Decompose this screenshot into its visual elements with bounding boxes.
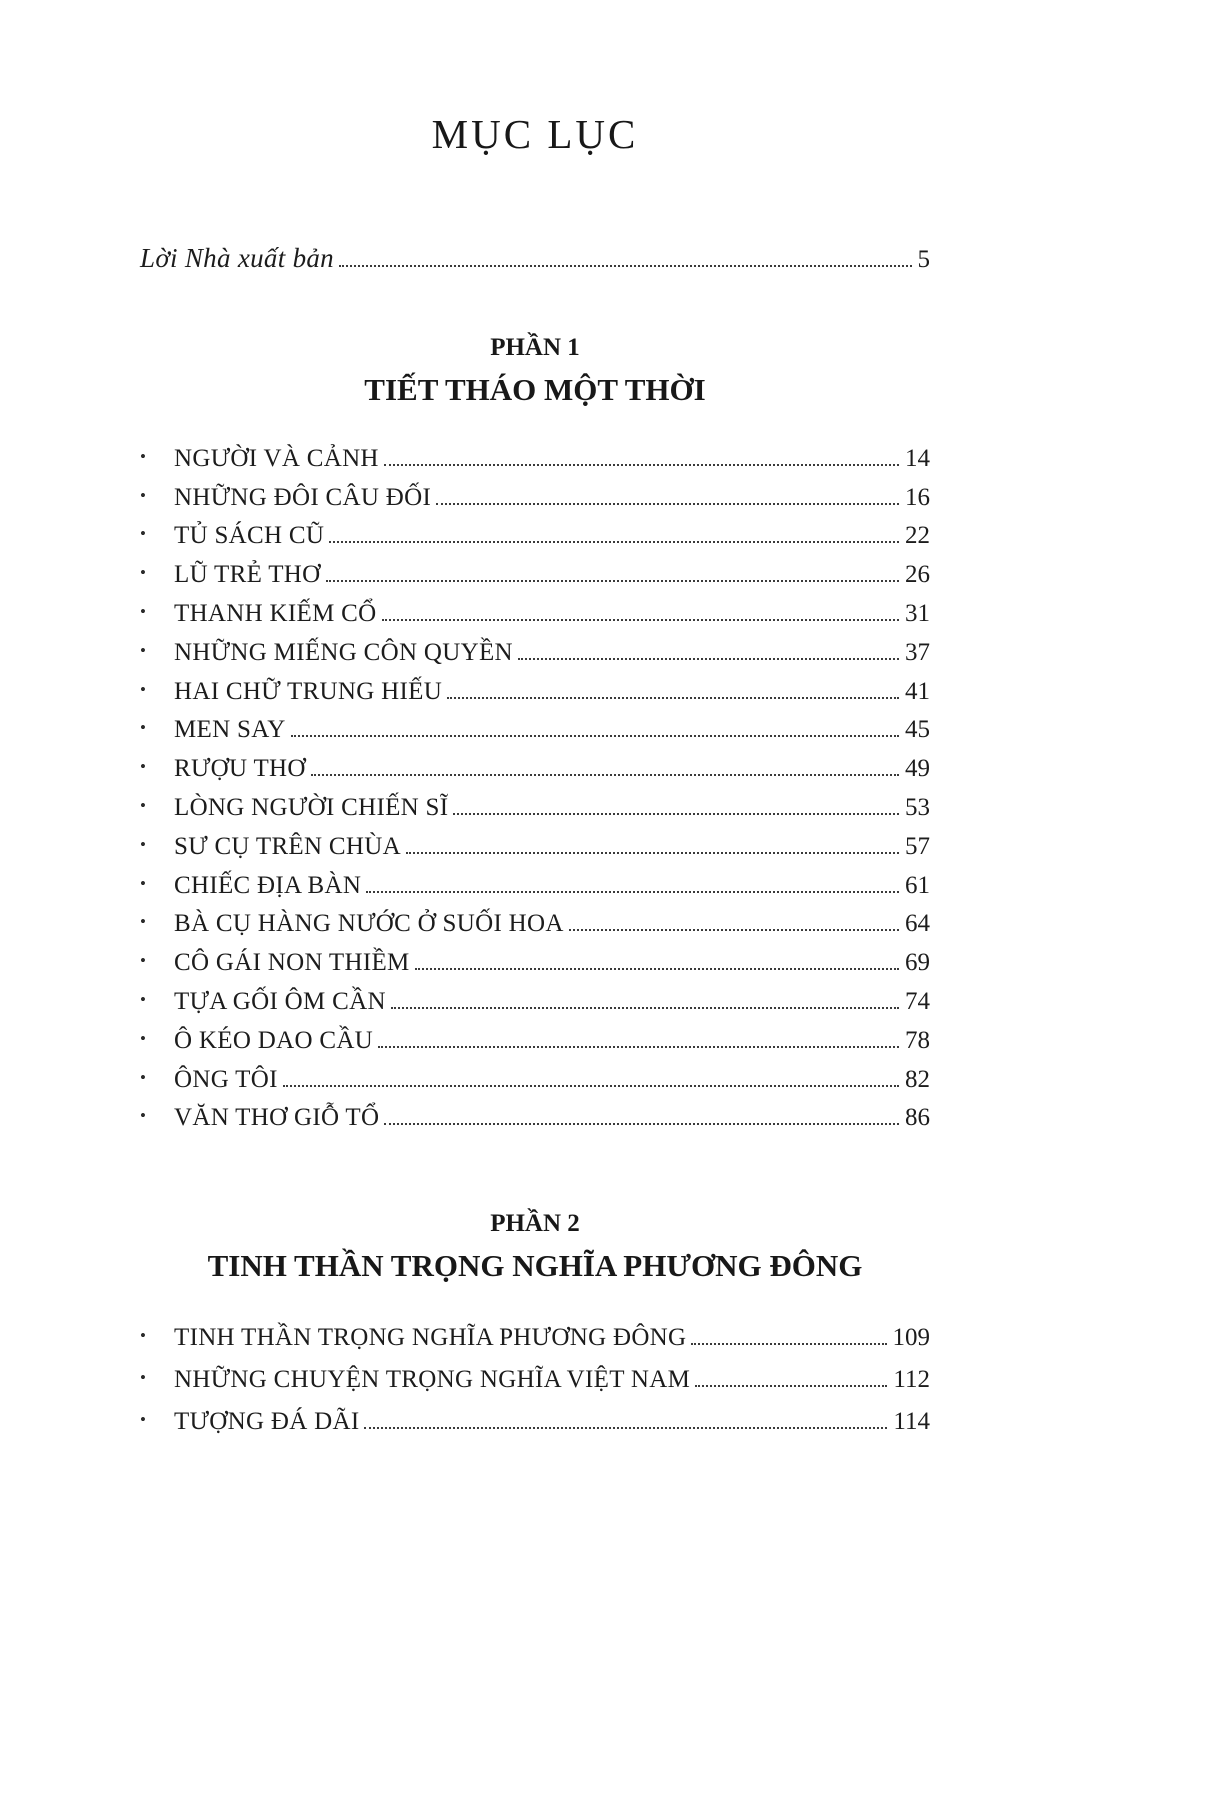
toc-entry-page: 53 — [905, 793, 930, 821]
entry-list — [140, 434, 930, 1132]
toc-entry-page: 31 — [905, 599, 930, 627]
dot-leader — [339, 265, 912, 267]
dot-leader — [311, 774, 899, 776]
toc-entry-label: LŨ TRẺ THƠ — [174, 561, 321, 589]
toc-entry-page: 69 — [905, 949, 930, 977]
toc-entry-row — [140, 822, 930, 861]
dot-leader — [329, 541, 899, 543]
toc-entry-label: NGƯỜI VÀ CẢNH — [174, 444, 379, 472]
toc-entry-row — [140, 900, 930, 939]
bullet-icon: • — [140, 679, 146, 699]
toc-entry-row — [140, 783, 930, 822]
toc-entry-row — [140, 1310, 930, 1352]
dot-leader — [291, 735, 899, 737]
dot-leader — [518, 658, 899, 660]
toc-entry-label: BÀ CỤ HÀNG NƯỚC Ở SUỐI HOA — [174, 910, 564, 938]
toc-entry-page: 16 — [905, 483, 930, 511]
toc-entry-row — [140, 628, 930, 667]
front-matter-row — [140, 232, 930, 274]
toc-entry-label: TINH THẦN TRỌNG NGHĨA PHƯƠNG ĐÔNG — [174, 1324, 687, 1352]
toc-entry-row — [140, 473, 930, 512]
bullet-icon: • — [140, 563, 146, 583]
toc-entry-row — [140, 706, 930, 745]
bullet-icon: • — [140, 912, 146, 932]
toc-entry-label: NHỮNG MIẾNG CÔN QUYỀN — [174, 638, 513, 666]
toc-entry-row — [140, 1016, 930, 1055]
bullet-icon: • — [140, 1067, 146, 1087]
toc-entry-label: CHIẾC ĐỊA BÀN — [174, 871, 362, 899]
toc-entry-label: VĂN THƠ GIỖ TỔ — [174, 1104, 380, 1132]
toc-entry-row — [140, 744, 930, 783]
toc-entry-label: LÒNG NGƯỜI CHIẾN SĨ — [174, 793, 449, 821]
bullet-icon: • — [140, 1368, 146, 1388]
toc-entry-page: 37 — [905, 638, 930, 666]
toc-entry-label: ÔNG TÔI — [174, 1065, 278, 1093]
toc-entry-page: 45 — [905, 716, 930, 744]
toc-entry-label: TƯỢNG ĐÁ DÃI — [174, 1408, 360, 1436]
dot-leader — [391, 1007, 899, 1009]
toc-entry-label: TỰA GỐI ÔM CẦN — [174, 987, 386, 1015]
toc-entry-row — [140, 550, 930, 589]
toc-entry-row — [140, 1055, 930, 1094]
page-title: MỤC LỤC — [431, 111, 639, 157]
toc-entry-row — [140, 1094, 930, 1133]
bullet-icon: • — [140, 485, 146, 505]
dot-leader — [364, 1427, 887, 1429]
dot-leader — [447, 697, 899, 699]
toc-entry-page: 22 — [905, 522, 930, 550]
dot-leader — [366, 891, 899, 893]
toc-entry-page: 64 — [905, 910, 930, 938]
bullet-icon: • — [140, 795, 146, 815]
toc-entry-page: 82 — [905, 1065, 930, 1093]
bullet-icon: • — [140, 951, 146, 971]
toc-entry-page: 112 — [893, 1366, 930, 1394]
toc-entry-label: CÔ GÁI NON THIỀM — [174, 949, 410, 977]
toc-entry-page: 61 — [905, 871, 930, 899]
toc-entry-page: 41 — [905, 677, 930, 705]
dot-leader — [384, 1123, 899, 1125]
bullet-icon: • — [140, 1028, 146, 1048]
toc-page — [140, 0, 930, 1436]
bullet-icon: • — [140, 834, 146, 854]
bullet-icon: • — [140, 446, 146, 466]
toc-entry-label: NHỮNG ĐÔI CÂU ĐỐI — [174, 483, 432, 511]
toc-entry-row — [140, 589, 930, 628]
bullet-icon: • — [140, 1106, 146, 1126]
toc-entry-label: NHỮNG CHUYỆN TRỌNG NGHĨA VIỆT NAM — [174, 1366, 691, 1394]
toc-entry-page: 14 — [905, 444, 930, 472]
toc-entry-label: SƯ CỤ TRÊN CHÙA — [174, 832, 401, 860]
dot-leader — [406, 852, 899, 854]
dot-leader — [691, 1343, 886, 1345]
toc-entry-row — [140, 938, 930, 977]
toc-entry-page: 49 — [905, 755, 930, 783]
bullet-icon: • — [140, 640, 146, 660]
toc-entry-row — [140, 1394, 930, 1436]
toc-entry-row — [140, 667, 930, 706]
dot-leader — [382, 619, 900, 621]
dot-leader — [415, 968, 899, 970]
bullet-icon: • — [140, 524, 146, 544]
toc-entry-label: MEN SAY — [174, 716, 286, 744]
toc-entry-page: 86 — [905, 1104, 930, 1132]
part-label: PHẦN 1 — [490, 334, 580, 361]
bullet-icon: • — [140, 757, 146, 777]
toc-entry-label: HAI CHỮ TRUNG HIẾU — [174, 677, 443, 705]
part-title: TIẾT THÁO MỘT THỜI — [364, 372, 706, 407]
dot-leader — [453, 813, 899, 815]
toc-entry-page: 78 — [905, 1026, 930, 1054]
dot-leader — [378, 1046, 899, 1048]
toc-entry-page: 114 — [893, 1408, 930, 1436]
toc-entry-row — [140, 434, 930, 473]
bullet-icon: • — [140, 1326, 146, 1346]
dot-leader — [569, 929, 899, 931]
toc-entry-page: 74 — [905, 987, 930, 1015]
bullet-icon: • — [140, 601, 146, 621]
toc-section — [140, 334, 930, 1132]
toc-entry-page: 57 — [905, 832, 930, 860]
toc-sections — [140, 334, 930, 1436]
entry-list — [140, 1310, 930, 1436]
toc-entry-row — [140, 512, 930, 551]
toc-entry-row — [140, 861, 930, 900]
front-matter-label: Lời Nhà xuất bản — [140, 243, 334, 273]
dot-leader — [695, 1385, 887, 1387]
bullet-icon: • — [140, 989, 146, 1009]
front-matter-page: 5 — [917, 246, 930, 273]
dot-leader — [436, 503, 899, 505]
toc-entry-row — [140, 977, 930, 1016]
bullet-icon: • — [140, 718, 146, 738]
toc-entry-page: 26 — [905, 561, 930, 589]
toc-entry-label: RƯỢU THƠ — [174, 755, 306, 783]
toc-entry-page: 109 — [892, 1324, 930, 1352]
toc-section — [140, 1210, 930, 1436]
dot-leader — [384, 464, 899, 466]
dot-leader — [283, 1085, 899, 1087]
part-label: PHẦN 2 — [490, 1210, 580, 1238]
bullet-icon: • — [140, 873, 146, 893]
dot-leader — [326, 580, 899, 582]
bullet-icon: • — [140, 1410, 146, 1430]
part-title: TINH THẦN TRỌNG NGHĨA PHƯƠNG ĐÔNG — [207, 1248, 863, 1284]
toc-entry-label: Ô KÉO DAO CẦU — [174, 1026, 374, 1054]
toc-entry-label: TỦ SÁCH CŨ — [174, 522, 325, 550]
toc-entry-row — [140, 1352, 930, 1394]
toc-entry-label: THANH KIẾM CỔ — [174, 599, 377, 627]
